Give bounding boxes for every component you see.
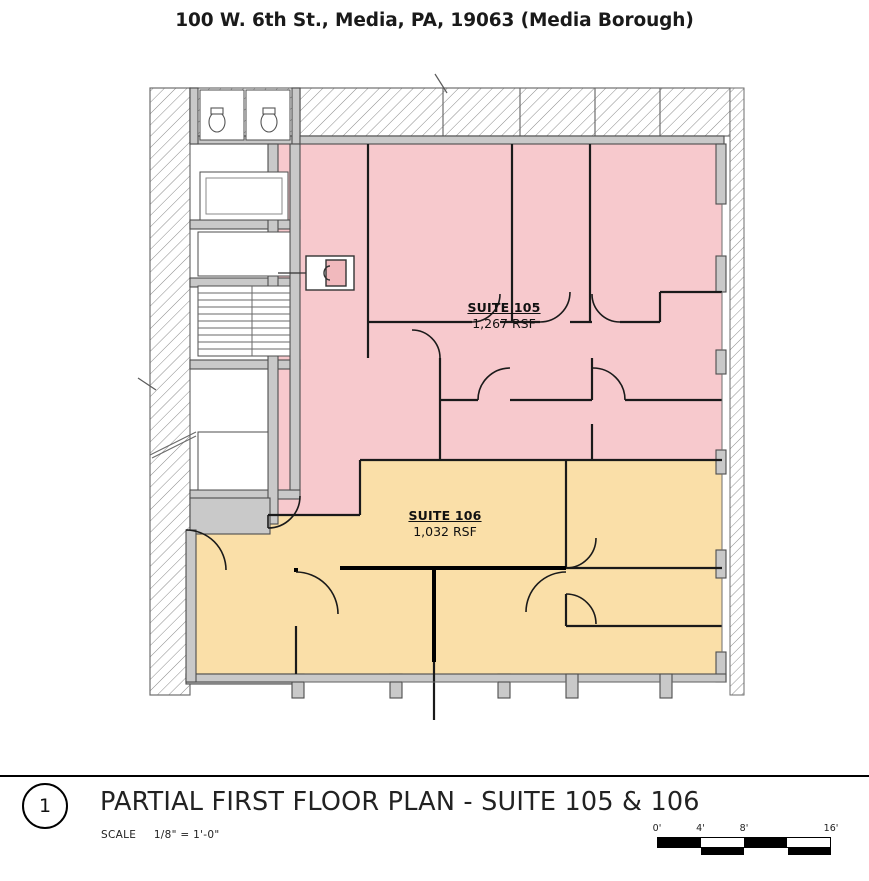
suite-105-name: SUITE 105	[467, 300, 541, 315]
scale-bar-upper	[657, 837, 831, 848]
floor-plan	[0, 60, 869, 720]
scale-tick-1: 4'	[696, 823, 705, 834]
title-block-divider	[0, 775, 869, 777]
elevator-shaft	[200, 172, 288, 220]
detail-number-bubble	[22, 783, 68, 829]
scale-tick-2: 8'	[739, 823, 749, 834]
suite-106-label	[345, 508, 545, 539]
detail-number: 1	[38, 795, 52, 817]
title-block	[0, 775, 869, 881]
suite-105-area: 1,267 RSF	[472, 316, 536, 331]
suite-106-name: SUITE 106	[408, 508, 482, 523]
drawing-title: PARTIAL FIRST FLOOR PLAN - SUITE 105 & 106	[100, 787, 700, 817]
hatch-region-right	[730, 88, 744, 695]
scale-ticks	[652, 823, 839, 836]
scale-bar-lower	[657, 848, 831, 855]
graphic-scale-bar	[652, 823, 839, 855]
scale-note	[101, 829, 219, 841]
suite-105-label	[404, 300, 604, 331]
scale-tick-0: 0'	[652, 823, 662, 834]
hatch-region-left	[150, 88, 190, 695]
scale-label: SCALE	[101, 829, 137, 841]
scale-value: 1/8" = 1'-0"	[153, 829, 220, 841]
scale-tick-3: 16'	[823, 823, 839, 834]
floor-plan-drawing	[0, 60, 869, 720]
suite-106-area: 1,032 RSF	[413, 524, 477, 539]
page-title: 100 W. 6th St., Media, PA, 19063 (Media Borough)	[175, 10, 694, 31]
